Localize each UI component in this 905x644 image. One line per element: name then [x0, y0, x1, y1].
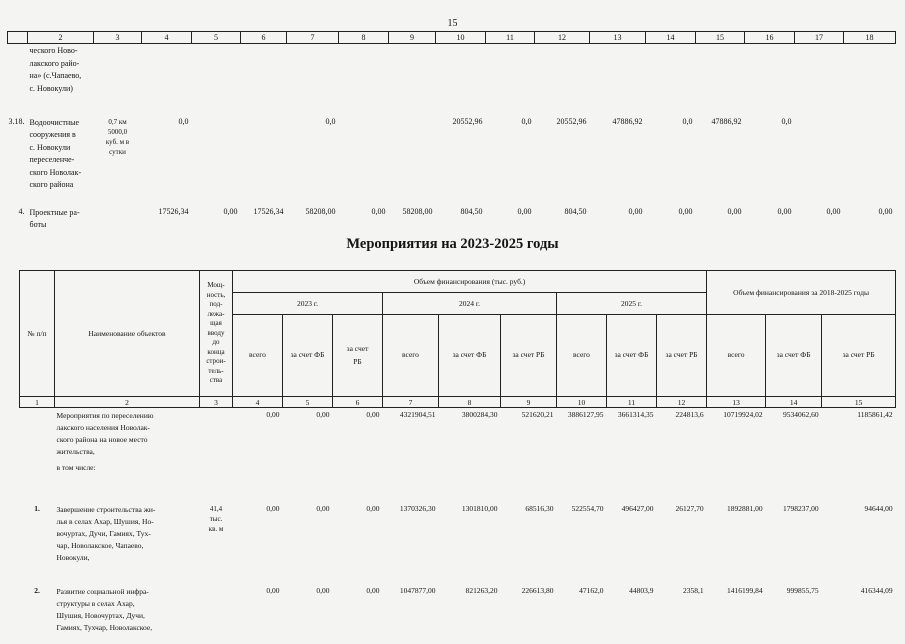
value-cell — [383, 460, 439, 502]
value-cell: 58208,00 — [402, 206, 433, 216]
row-number — [20, 408, 55, 460]
column-number-cell: 13 — [707, 397, 766, 408]
column-number-cell: 13 — [590, 32, 646, 44]
column-number-cell: 3 — [200, 397, 233, 408]
subheader-cell: всего — [557, 315, 607, 397]
value-cell: 17526,34 — [253, 206, 284, 216]
value-cell: 17526,34 — [158, 206, 189, 216]
object-name: Проектные ра- боты — [29, 207, 80, 229]
table-row — [20, 460, 896, 502]
column-number-cell: 4 — [142, 32, 192, 44]
value-cell: 416344,09 — [860, 585, 893, 595]
column-number-cell: 3 — [94, 32, 142, 44]
capacity — [94, 44, 142, 116]
value-cell — [590, 44, 646, 116]
value-cell: 0,00 — [371, 206, 386, 216]
column-number-cell: 1 — [20, 397, 55, 408]
header-total-funding: Объем финансирования за 2018-2025 годы — [707, 271, 896, 315]
column-number-cell: 18 — [844, 32, 896, 44]
value-cell — [696, 44, 745, 116]
value-cell — [501, 460, 557, 502]
value-cell: 0,00 — [223, 206, 238, 216]
value-cell: 3886127,95 — [567, 410, 604, 419]
column-number-cell: 14 — [766, 397, 822, 408]
value-cell: 1370326,30 — [399, 503, 436, 513]
value-cell: 0,0 — [682, 116, 693, 126]
value-cell: 58208,00 — [305, 206, 336, 216]
value-cell: 26127,70 — [675, 503, 704, 513]
subheader-cell: за счет ФБ — [439, 315, 501, 397]
value-cell — [436, 44, 486, 116]
value-cell: 0,00 — [316, 410, 330, 419]
value-cell — [389, 116, 436, 206]
column-number-cell: 2 — [28, 32, 94, 44]
column-number-cell: 8 — [339, 32, 389, 44]
subheader-cell: за счет ФБ — [766, 315, 822, 397]
column-number-cell: 12 — [657, 397, 707, 408]
column-number-cell: 15 — [696, 32, 745, 44]
value-cell: 47886,92 — [612, 116, 643, 126]
capacity — [200, 408, 233, 460]
column-number-cell: 6 — [241, 32, 287, 44]
subheader-cell: всего — [707, 315, 766, 397]
subheader-cell: за счет РБ — [501, 315, 557, 397]
capacity — [200, 584, 233, 644]
value-cell: 68516,30 — [525, 503, 554, 513]
column-number-cell: 8 — [439, 397, 501, 408]
table-row — [20, 408, 896, 460]
value-cell: 1892881,00 — [726, 503, 763, 513]
value-cell: 2358,1 — [682, 585, 704, 595]
value-cell — [142, 44, 192, 116]
value-cell: 0,00 — [366, 503, 380, 513]
object-name: Завершение строительства жи- лья в селах Ахар, Шушия, Но- вочуртах, Дучи, Гамиях, Тух- чар, Новолакское, Чапаево, Новокули, — [56, 504, 156, 562]
table-row — [8, 116, 896, 206]
row-number: 4. — [18, 206, 25, 216]
column-number-cell: 9 — [389, 32, 436, 44]
section-title: Мероприятия на 2023-2025 годы — [346, 236, 559, 252]
value-cell: 1185861,42 — [857, 410, 893, 419]
value-cell: 47886,92 — [711, 116, 742, 126]
value-cell: 804,50 — [460, 206, 483, 216]
value-cell: 999855,75 — [786, 585, 819, 595]
value-cell: 1416199,84 — [726, 585, 763, 595]
row-number: 1. — [34, 503, 40, 513]
column-number-cell: 7 — [287, 32, 339, 44]
value-cell: 0,00 — [266, 503, 280, 513]
value-cell — [535, 44, 590, 116]
value-cell: 0,00 — [628, 206, 643, 216]
column-number-cell: 11 — [607, 397, 657, 408]
subheader-cell: за счет РБ — [822, 315, 896, 397]
object-name: Водоочистные сооружения в с. Новокули переселенче- ского Новолак- ского района — [29, 117, 82, 189]
value-cell: 0,0 — [325, 116, 336, 126]
table-row — [20, 502, 896, 584]
value-cell: 226613,80 — [521, 585, 554, 595]
column-number-cell: 17 — [795, 32, 844, 44]
value-cell: 0,00 — [678, 206, 693, 216]
column-number-cell: 16 — [745, 32, 795, 44]
value-cell — [607, 460, 657, 502]
header-funding: Объем финансирования (тыс. руб.) — [233, 271, 707, 293]
value-cell — [646, 44, 696, 116]
value-cell — [486, 44, 535, 116]
value-cell — [822, 460, 896, 502]
value-cell: 224813,6 — [675, 410, 704, 419]
value-cell: 0,00 — [266, 410, 280, 419]
column-number-cell — [8, 32, 28, 44]
value-cell: 9534062,60 — [782, 410, 819, 419]
column-number-cell: 2 — [55, 397, 200, 408]
value-cell — [657, 460, 707, 502]
value-cell: 522554,70 — [571, 503, 604, 513]
value-cell: 0,00 — [366, 585, 380, 595]
value-cell — [241, 44, 287, 116]
value-cell: 3661314,35 — [617, 410, 654, 419]
value-cell: 3800284,30 — [461, 410, 498, 419]
column-number-cell: 7 — [383, 397, 439, 408]
value-cell: 0,00 — [316, 585, 330, 595]
value-cell: 0,00 — [517, 206, 532, 216]
column-number-cell: 15 — [822, 397, 896, 408]
value-cell — [844, 116, 896, 206]
value-cell: 0,0 — [521, 116, 532, 126]
header-object-name: Наименование объектов — [55, 271, 200, 397]
object-name: ческого Ново- лакского райо- на» (с.Чапаево, с. Новокули) — [29, 46, 82, 93]
value-cell — [795, 44, 844, 116]
funding-table — [19, 270, 896, 644]
value-cell: 0,00 — [727, 206, 742, 216]
value-cell: 44803,9 — [629, 585, 654, 595]
column-number-cell: 14 — [646, 32, 696, 44]
column-number-cell: 10 — [436, 32, 486, 44]
subheader-cell: всего — [233, 315, 283, 397]
header-capacity: Мощ- ность, под- лежа- щая вводу до конца строи- тель- ства — [200, 271, 233, 397]
value-cell — [241, 116, 287, 206]
column-number-cell: 4 — [233, 397, 283, 408]
value-cell — [283, 460, 333, 502]
subheader-cell: всего — [383, 315, 439, 397]
value-cell: 0,0 — [178, 116, 189, 126]
value-cell — [795, 116, 844, 206]
value-cell: 0,0 — [781, 116, 792, 126]
header-year-2024: 2024 г. — [383, 293, 557, 315]
capacity — [200, 460, 233, 502]
value-cell — [389, 44, 436, 116]
value-cell — [707, 460, 766, 502]
value-cell: 1798237,00 — [782, 503, 819, 513]
value-cell: 1301810,00 — [461, 503, 498, 513]
table-row — [8, 44, 896, 116]
row-number — [8, 44, 28, 116]
subheader-cell: за счет ФБ — [283, 315, 333, 397]
column-number-row — [8, 32, 896, 44]
value-cell — [192, 44, 241, 116]
value-cell: 0,00 — [826, 206, 841, 216]
value-cell — [339, 116, 389, 206]
header-year-2023: 2023 г. — [233, 293, 383, 315]
value-cell: 0,00 — [316, 503, 330, 513]
value-cell — [745, 44, 795, 116]
value-cell: 821263,20 — [465, 585, 498, 595]
header-year-2025: 2025 г. — [557, 293, 707, 315]
value-cell: 1047877,00 — [399, 585, 436, 595]
value-cell — [287, 44, 339, 116]
value-cell: 20552,96 — [452, 116, 483, 126]
row-number: 3.18. — [8, 116, 25, 126]
value-cell: 0,00 — [777, 206, 792, 216]
column-number-cell: 9 — [501, 397, 557, 408]
value-cell: 804,50 — [564, 206, 587, 216]
capacity: 0,7 км 5000,0 куб. м в сутки — [105, 117, 130, 156]
value-cell: 10719924,02 — [723, 410, 763, 419]
value-cell: 0,00 — [366, 410, 380, 419]
value-cell: 0,00 — [878, 206, 893, 216]
object-name: Развитие социальной инфра- структуры в селах Ахар, Шушия, Новочуртах, Дучи, Гамиях, Тухчар, Новолакское, — [56, 586, 153, 632]
value-cell — [844, 44, 896, 116]
value-cell — [439, 460, 501, 502]
value-cell — [233, 460, 283, 502]
value-cell: 496427,00 — [621, 503, 654, 513]
header-number: № п/п — [20, 271, 55, 397]
value-cell — [339, 44, 389, 116]
value-cell — [557, 460, 607, 502]
object-name: Мероприятия по переселению лакского населения Новолак- ского района на новое место жительства, — [56, 411, 154, 456]
column-number-cell: 11 — [486, 32, 535, 44]
subheader-cell: за счет РБ — [333, 315, 383, 397]
value-cell — [192, 116, 241, 206]
page-number: 15 — [447, 18, 458, 29]
row-number — [20, 460, 55, 502]
column-number-cell: 5 — [192, 32, 241, 44]
value-cell: 94644,00 — [864, 503, 893, 513]
value-cell — [766, 460, 822, 502]
row-number: 2. — [34, 585, 40, 595]
value-cell: 20552,96 — [556, 116, 587, 126]
value-cell: 0,00 — [266, 585, 280, 595]
value-cell: 521620,21 — [521, 410, 554, 419]
value-cell: 47162,0 — [579, 585, 604, 595]
column-number-cell: 12 — [535, 32, 590, 44]
subheader-cell: за счет ФБ — [607, 315, 657, 397]
value-cell: 4321904,51 — [399, 410, 436, 419]
object-name: в том числе: — [56, 462, 96, 472]
capacity: 41,4 тыс. кв. м — [208, 504, 224, 533]
value-cell — [333, 460, 383, 502]
column-number-cell: 10 — [557, 397, 607, 408]
table-row — [20, 584, 896, 644]
column-number-cell: 5 — [283, 397, 333, 408]
continuation-table — [7, 31, 896, 246]
subheader-cell: за счет РБ — [657, 315, 707, 397]
column-number-cell: 6 — [333, 397, 383, 408]
